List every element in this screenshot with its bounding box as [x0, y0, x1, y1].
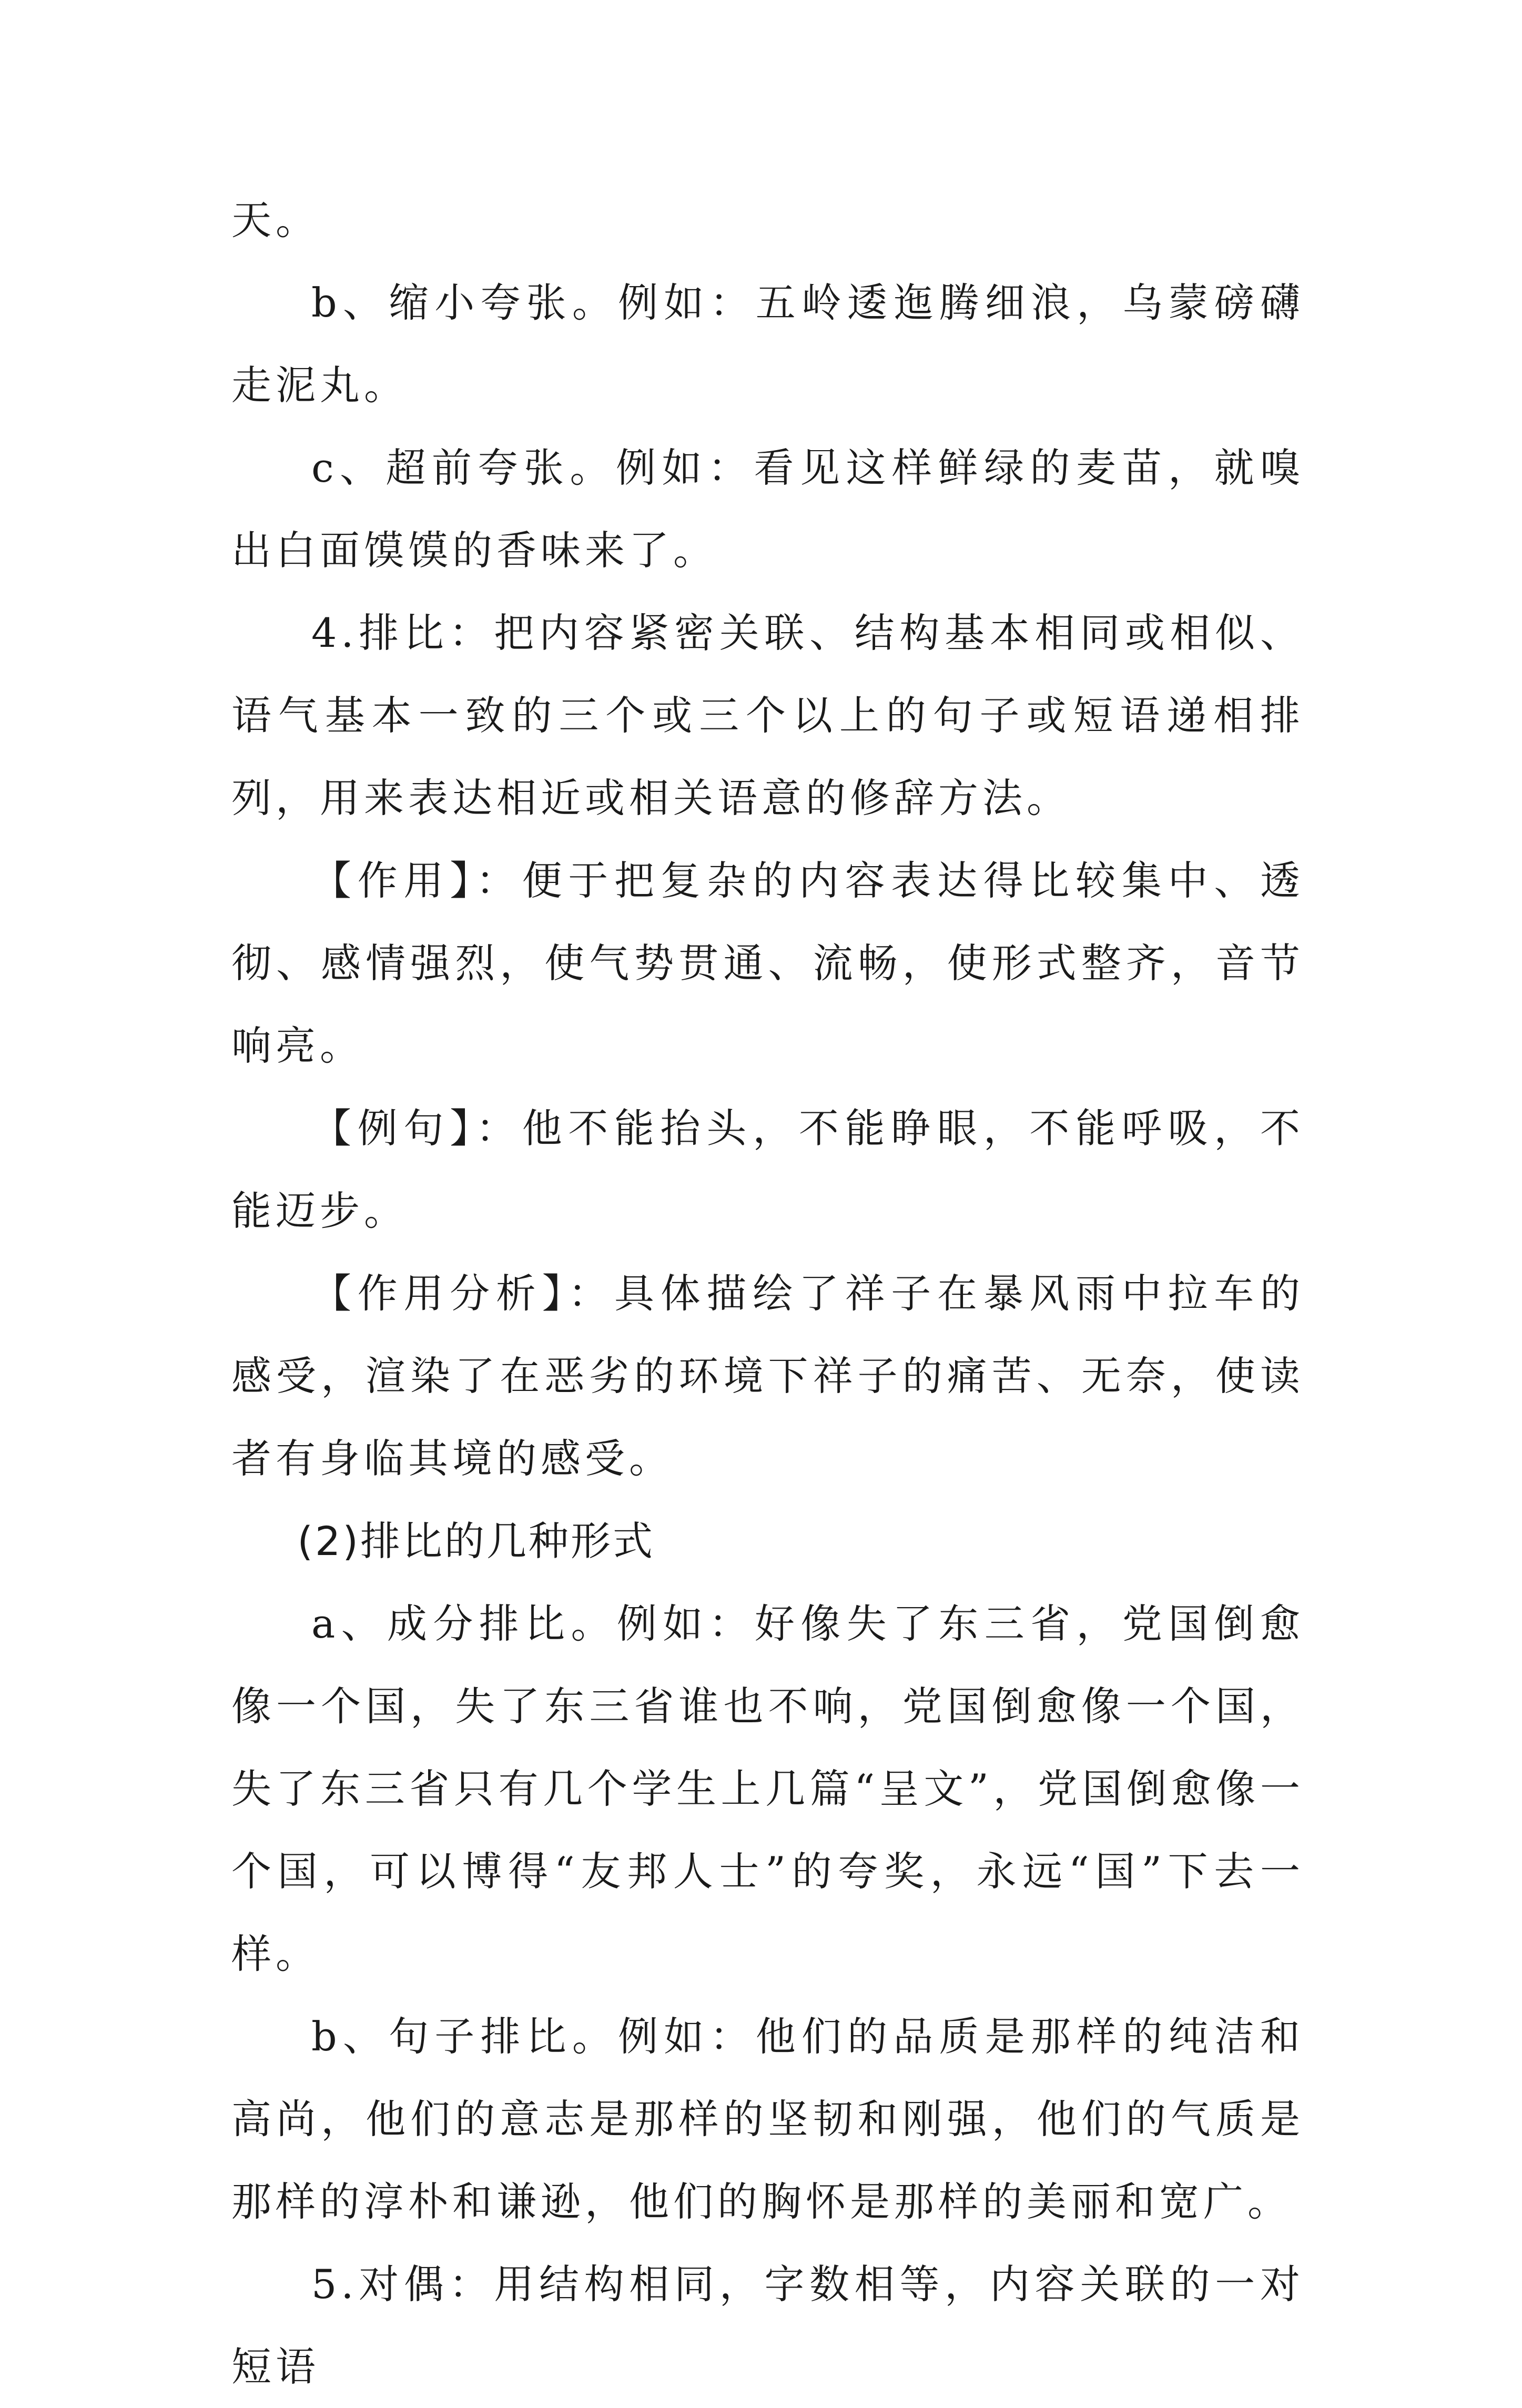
- paragraph-parallelism-function: 【作用】：便于把复杂的内容表达得比较集中、透彻、感情强烈，使气势贯通、流畅，使形式整齐，音节响亮。: [231, 857, 1304, 1069]
- paragraph-advance-exaggeration: c、超前夸张。例如：看见这样鲜绿的麦苗，就嗅出白面馍馍的香味来了。: [231, 444, 1304, 574]
- paragraph-sentence-parallelism: b、句子排比。例如：他们的品质是那样的纯洁和高尚，他们的意志是那样的坚韧和刚强，他们的气质是那样的淳朴和谦逊，他们的胸怀是那样的美丽和宽广。: [231, 2013, 1304, 2225]
- paragraph-parallelism-example: 【例句】：他不能抬头，不能睁眼，不能呼吸，不能迈步。: [231, 1105, 1304, 1234]
- document-page: [231, 179, 1304, 2408]
- paragraph-parallelism-analysis: 【作用分析】：具体描绘了祥子在暴风雨中拉车的感受，渲染了在恶劣的环境下祥子的痛苦、无奈，使读者有身临其境的感受。: [231, 1270, 1304, 1482]
- section-heading-parallelism-forms: (2)排比的几种形式: [297, 1518, 655, 1564]
- paragraph-antithesis-definition: 5.对偶：用结构相同，字数相等，内容关联的一对短语: [231, 2261, 1304, 2390]
- paragraph-continuation: 天。: [231, 197, 320, 243]
- paragraph-component-parallelism: a、成分排比。例如：好像失了东三省，党国倒愈像一个国，失了东三省谁也不响，党国倒愈像一个国，失了东三省只有几个学生上几篇“呈文”，党国倒愈像一个国，可以博得“友邦人士”的夸奖，永远“国”下去一样。: [231, 1600, 1304, 1977]
- paragraph-parallelism-definition: 4.排比：把内容紧密关联、结构基本相同或相似、语气基本一致的三个或三个以上的句子或短语递相排列，用来表达相近或相关语意的修辞方法。: [231, 609, 1304, 821]
- paragraph-reduced-exaggeration: b、缩小夸张。例如：五岭逶迤腾细浪，乌蒙磅礴走泥丸。: [231, 279, 1304, 409]
